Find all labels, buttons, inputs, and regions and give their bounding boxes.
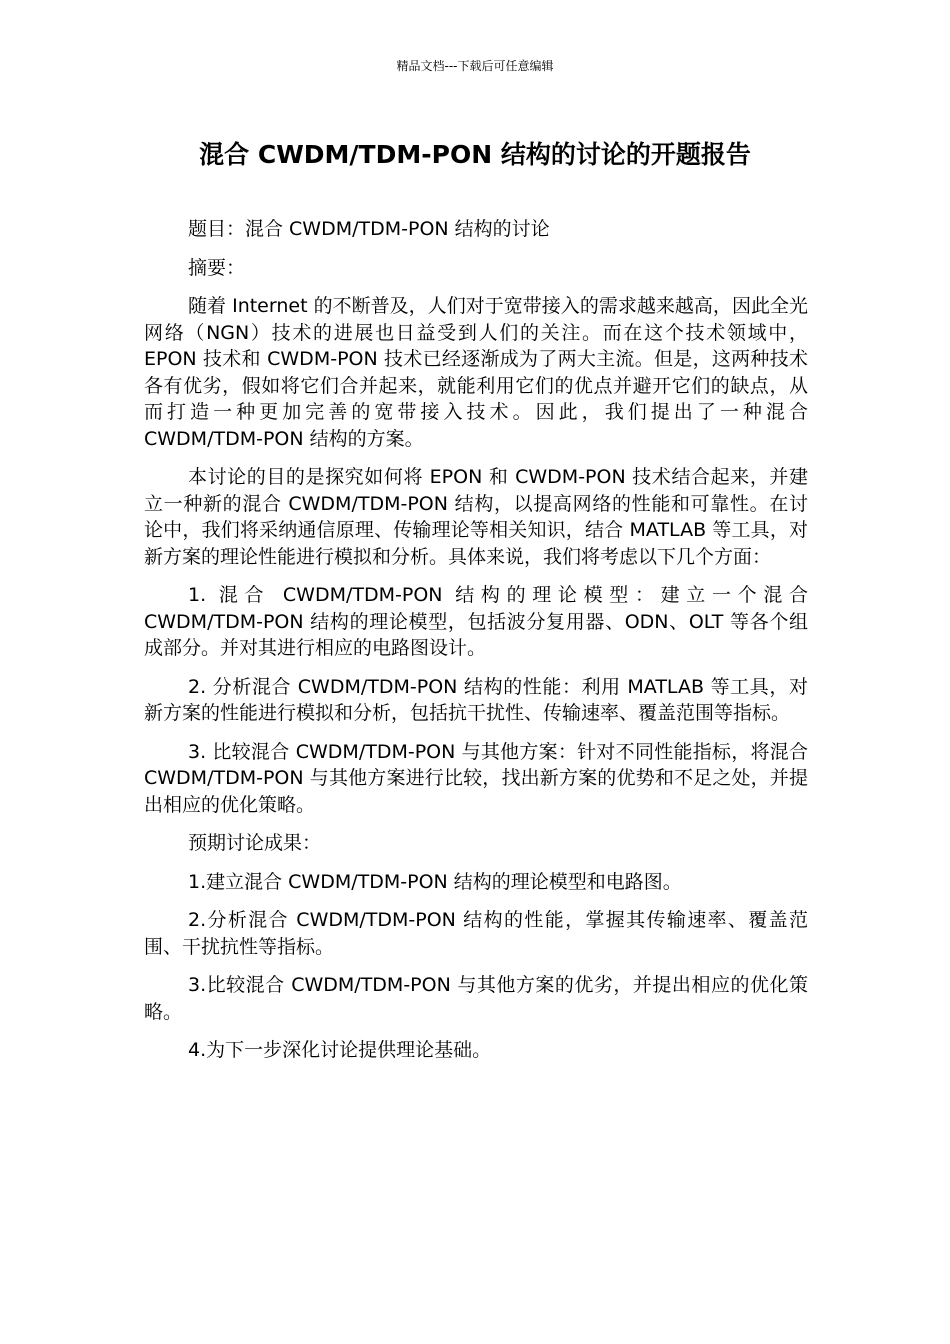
page-header: 精品文档---下载后可任意编辑 [396, 59, 554, 73]
paragraph-objective: 本讨论的目的是探究如何将 EPON 和 CWDM-PON 技术结合起来，并建立一种新的混合 CWDM/TDM-PON 结构，以提高网络的性能和可靠性。在讨论中，我们将采纳通信原理、传输理论等相关知识，结合 MATLAB 等工具，对新方案的理论性能进行模拟和分析。具体来说，我们将考虑以下几个方面： [144, 466, 808, 568]
paragraph-result-1: 1.建立混合 CWDM/TDM-PON 结构的理论模型和电路图。 [188, 870, 682, 893]
paragraph-item-3: 3. 比较混合 CWDM/TDM-PON 与其他方案：针对不同性能指标，将混合 CWDM/TDM-PON 与其他方案进行比较，找出新方案的优势和不足之处，并提出相应的优化策略。 [144, 740, 808, 816]
paragraph-result-2: 2.分析混合 CWDM/TDM-PON 结构的性能，掌握其传输速率、覆盖范围、干扰抗性等指标。 [144, 909, 808, 958]
paragraph-result-4: 4.为下一步深化讨论提供理论基础。 [188, 1039, 492, 1061]
paragraph-results-heading: 预期讨论成果： [188, 832, 322, 854]
paragraph-item-2: 2. 分析混合 CWDM/TDM-PON 结构的性能：利用 MATLAB 等工具，对新方案的性能进行模拟和分析，包括抗干扰性、传输速率、覆盖范围等指标。 [144, 675, 808, 724]
paragraph-background: 随着 Internet 的不断普及，人们对于宽带接入的需求越来越高，因此全光网络（NGN）技术的进展也日益受到人们的关注。而在这个技术领域中，EPON 技术和 CWDM-PON 技术已经逐渐成为了两大主流。但是，这两种技术各有优劣，假如将它们合并起来，就能利用它们的优点并避开它们的缺点，从而打造一种更加完善的宽带接入技术。因此，我们提出了一种混合 CWDM/TDM-PON 结构的方案。 [144, 295, 808, 450]
paragraph-item-1: 1. 混合 CWDM/TDM-PON 结构的理论模型：建立一个混合 CWDM/TDM-PON 结构的理论模型，包括波分复用器、ODN、OLT 等各个组成部分。并对其进行相应的电路图设计。 [144, 584, 808, 659]
paragraph-topic: 题目：混合 CWDM/TDM-PON 结构的讨论 [188, 218, 550, 240]
paragraph-result-3: 3.比较混合 CWDM/TDM-PON 与其他方案的优劣，并提出相应的优化策略。 [144, 974, 808, 1023]
document-title: 混合 CWDM/TDM-PON 结构的讨论的开题报告 [199, 140, 751, 169]
document-body [144, 216, 808, 1076]
paragraph-abstract-heading: 摘要： [188, 256, 246, 279]
